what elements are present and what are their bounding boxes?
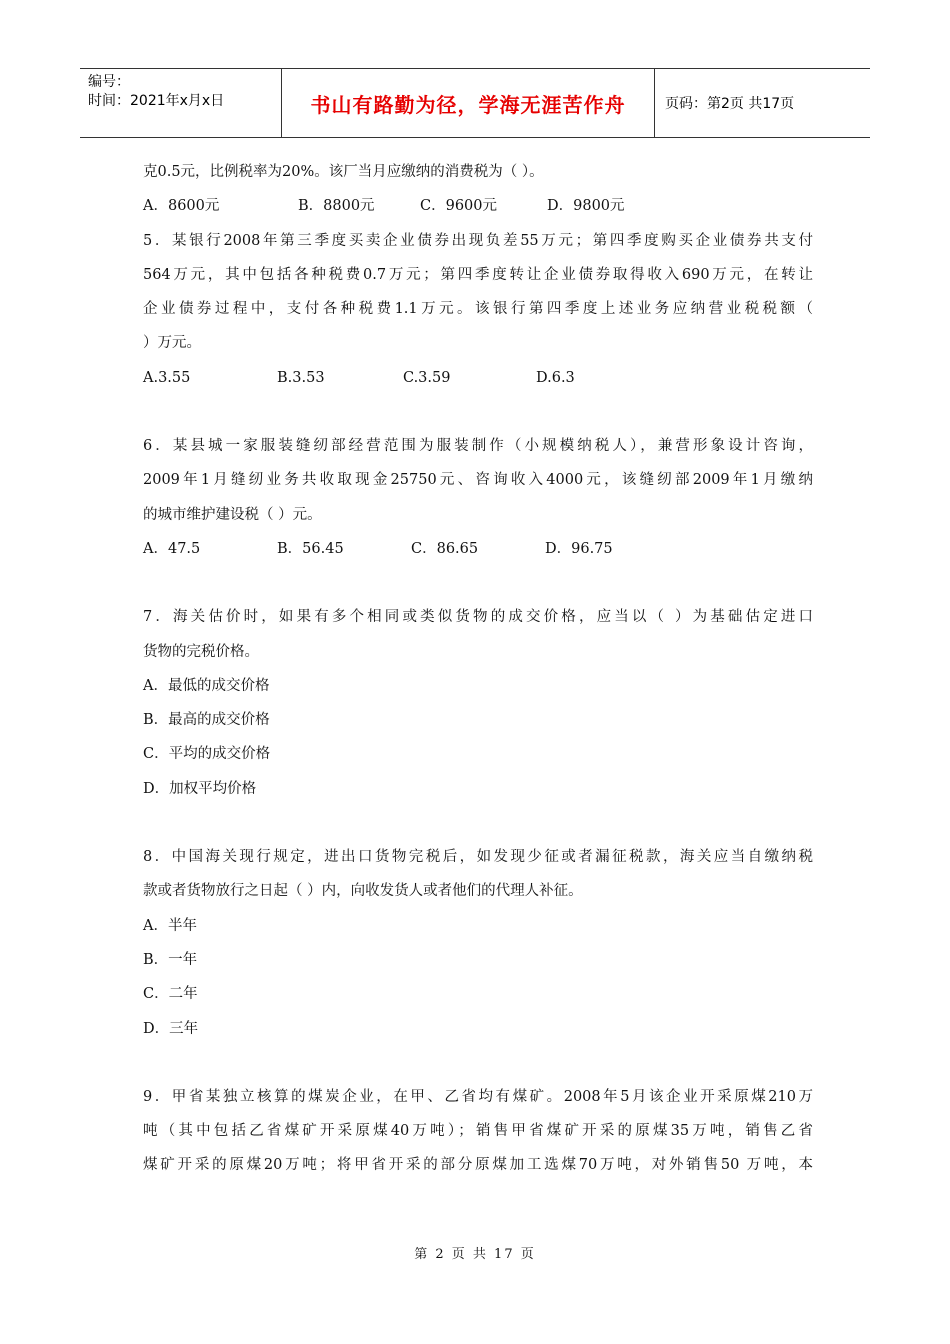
q4-tail-line: 克0.5元，比例税率为20%。该厂当月应缴纳的消费税为（ ）。 <box>143 164 544 180</box>
option: D.6.3 <box>536 369 575 386</box>
document-body <box>143 155 813 1183</box>
option: D．9800元 <box>547 198 625 215</box>
option: C．9600元 <box>420 198 497 215</box>
question-line: ）万元。 <box>143 335 201 352</box>
option: B．8800元 <box>298 198 375 215</box>
q6-options <box>143 532 813 566</box>
motto: 书山有路勤为径，学海无涯苦作舟 <box>282 69 655 137</box>
question-line: 9．甲省某独立核算的煤炭企业，在甲、乙省均有煤矿。2008年5月该企业开采原煤210万 <box>143 1088 813 1105</box>
question-line: 款或者货物放行之日起（ ）内，向收发货人或者他们的代理人补征。 <box>143 883 583 900</box>
question-line: 7．海关估价时，如果有多个相同或类似货物的成交价格，应当以（ ）为基础估定进口 <box>143 609 813 626</box>
option: A.3.55 <box>143 369 191 386</box>
option: C．86.65 <box>411 540 479 557</box>
option: C．平均的成交价格 <box>143 746 271 763</box>
question-line: 煤矿开采的原煤20万吨；将甲省开采的部分原煤加工选煤70万吨，对外销售50 万吨，本 <box>143 1157 813 1174</box>
question-line: 564万元，其中包括各种税费0.7万元；第四季度转让企业债券取得收入690万元，在转让 <box>143 266 813 283</box>
q5-options <box>143 361 813 395</box>
option: B．一年 <box>143 951 198 968</box>
option: A．8600元 <box>143 198 220 215</box>
option: D．96.75 <box>545 540 613 557</box>
question-line: 的城市维护建设税（ ）元。 <box>143 506 322 523</box>
option: A．最低的成交价格 <box>143 677 270 694</box>
q4-options <box>143 189 813 223</box>
page-info: 页码：第2页 共17页 <box>665 96 795 112</box>
option: A．47.5 <box>143 540 201 557</box>
time-label: 时间：2021年x月x日 <box>88 93 225 109</box>
question-line: 企业债券过程中，支付各种税费1.1万元。该银行第四季度上述业务应纳营业税税额（ <box>143 301 813 318</box>
option: B.3.53 <box>277 369 325 386</box>
option: C．二年 <box>143 986 198 1003</box>
header-left-cell <box>80 69 282 137</box>
question-line: 5．某银行2008年第三季度买卖企业债券出现负差55万元；第四季度购买企业债券共支付 <box>143 232 813 249</box>
number-label: 编号： <box>88 74 130 90</box>
option: A．半年 <box>143 917 197 934</box>
option: D．三年 <box>143 1020 199 1037</box>
option: C.3.59 <box>403 369 451 386</box>
question-line: 6．某县城一家服装缝纫部经营范围为服装制作（小规模纳税人），兼营形象设计咨询， <box>143 438 813 455</box>
question-line: 8．中国海关现行规定，进出口货物完税后，如发现少征或者漏征税款，海关应当自缴纳税 <box>143 849 813 866</box>
page-footer: 第 2 页 共 17 页 <box>414 1247 536 1262</box>
option: D．加权平均价格 <box>143 780 257 797</box>
question-line: 吨（其中包括乙省煤矿开采原煤40万吨）；销售甲省煤矿开采的原煤35万吨，销售乙省 <box>143 1123 813 1140</box>
question-line: 2009年1月缝纫业务共收取现金25750元、咨询收入4000元，该缝纫部2009年1月缴纳 <box>143 472 813 489</box>
page-header <box>80 68 870 138</box>
option: B．最高的成交价格 <box>143 712 270 729</box>
question-line: 货物的完税价格。 <box>143 643 259 660</box>
option: B．56.45 <box>277 540 344 557</box>
